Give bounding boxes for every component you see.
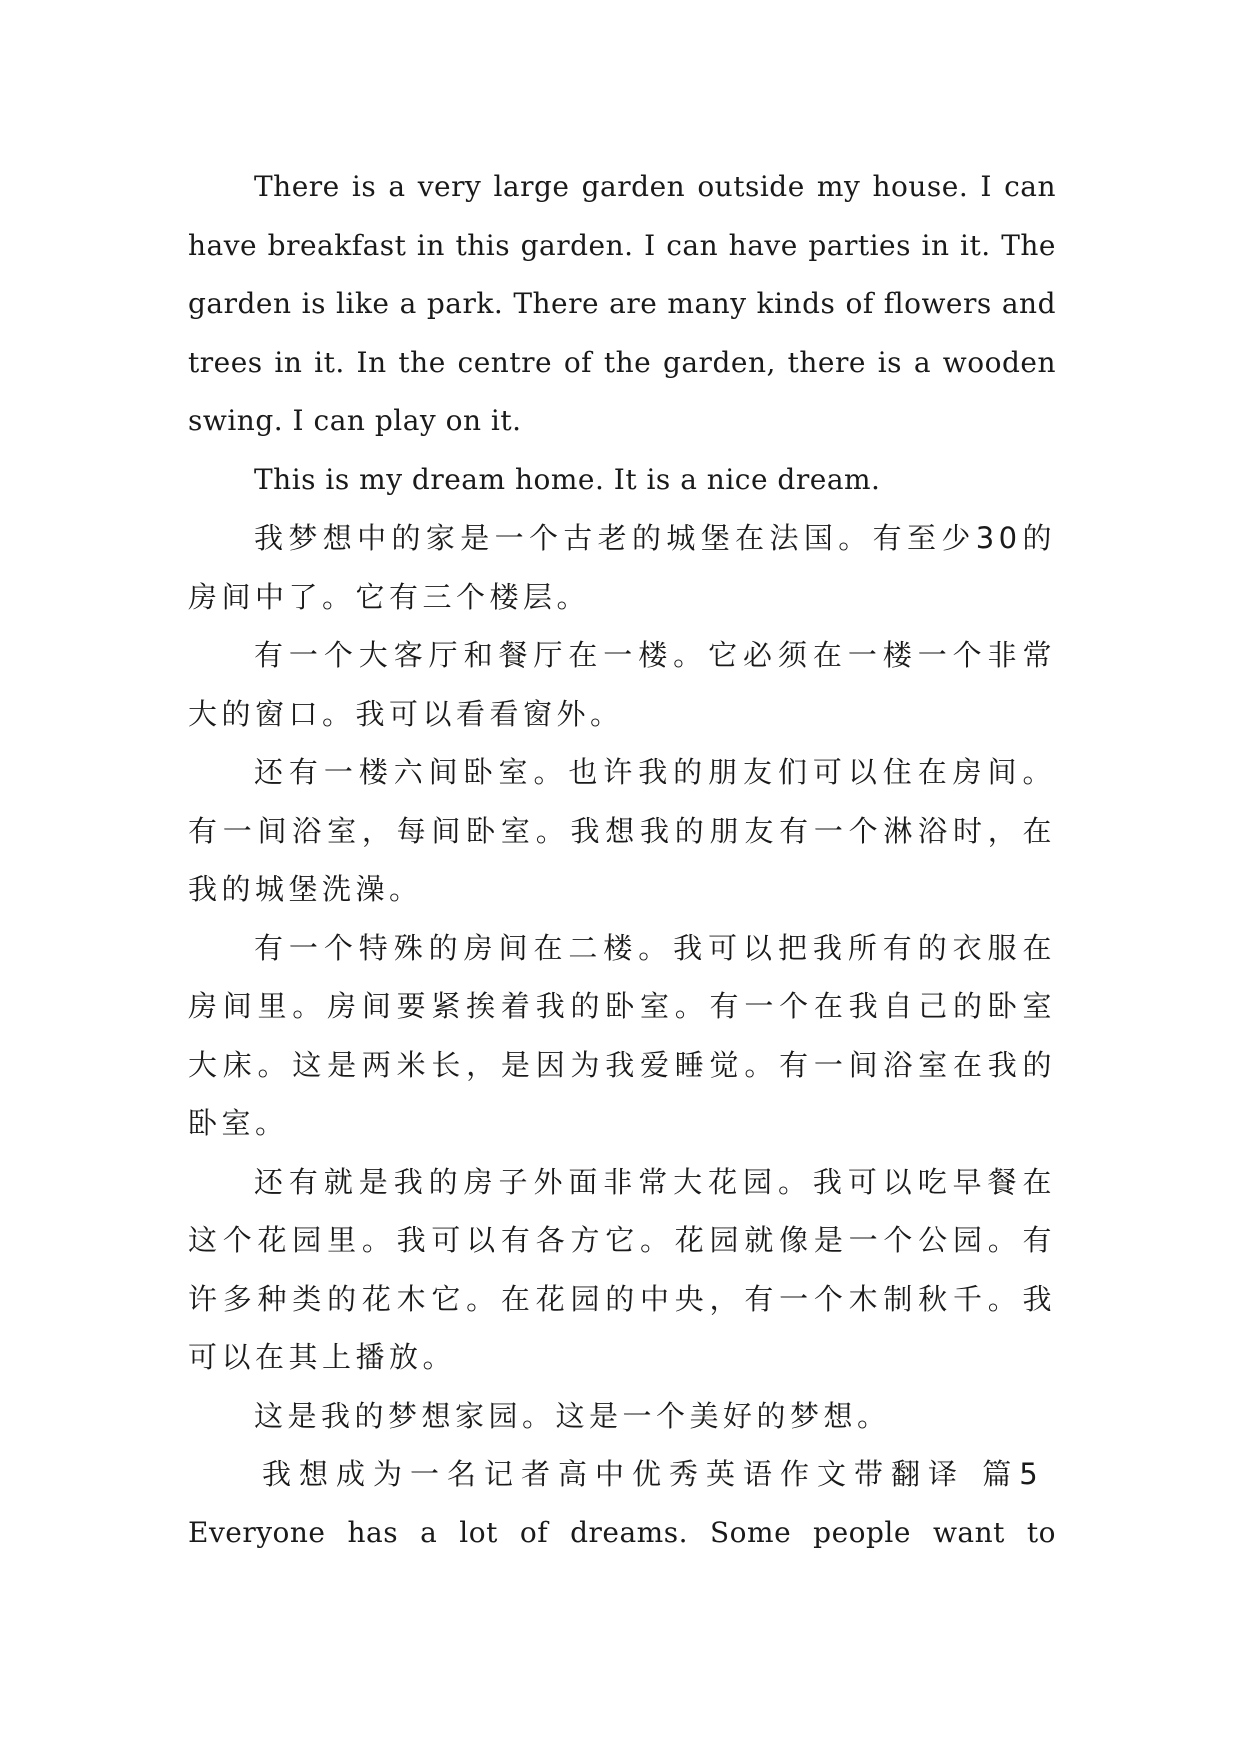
paragraph-castle-zh: 我梦想中的家是一个古老的城堡在法国。有至少30的房间中了。它有三个楼层。 (188, 521, 1056, 614)
paragraph-dream-en: This is my dream home. It is a nice dream. (254, 462, 881, 496)
paragraph-dream-zh: 这是我的梦想家园。这是一个美好的梦想。 (254, 1398, 891, 1433)
paragraph-special-room-zh: 有一个特殊的房间在二楼。我可以把我所有的衣服在房间里。房间要紧挨着我的卧室。有一个在我自己的卧室大床。这是两米长，是因为我爱睡觉。有一间浴室在我的卧室。 (188, 930, 1056, 1140)
paragraph-garden-zh: 还有就是我的房子外面非常大花园。我可以吃早餐在这个花园里。我可以有各方它。花园就像是一个公园。有许多种类的花木它。在花园的中央，有一个木制秋千。我可以在其上播放。 (188, 1164, 1056, 1374)
document-body (188, 158, 1056, 1562)
paragraph-everyone-en: Everyone has a lot of dreams. Some people want to (188, 1515, 1056, 1549)
paragraph-garden-en: There is a very large garden outside my house. I can have breakfast in this garden. I can have parties in it. The garden is like a park. There are many kinds of flowers and trees in it. In the centre of the garden, there is a wooden swing. I can play on it. (188, 170, 1056, 437)
section-heading: 我想成为一名记者高中优秀英语作文带翻译 篇5 (262, 1457, 1046, 1491)
paragraph-bedrooms-zh: 还有一楼六间卧室。也许我的朋友们可以住在房间。有一间浴室，每间卧室。我想我的朋友有一个淋浴时，在我的城堡洗澡。 (188, 755, 1056, 906)
paragraph-living-room-zh: 有一个大客厅和餐厅在一楼。它必须在一楼一个非常大的窗口。我可以看看窗外。 (188, 638, 1056, 731)
